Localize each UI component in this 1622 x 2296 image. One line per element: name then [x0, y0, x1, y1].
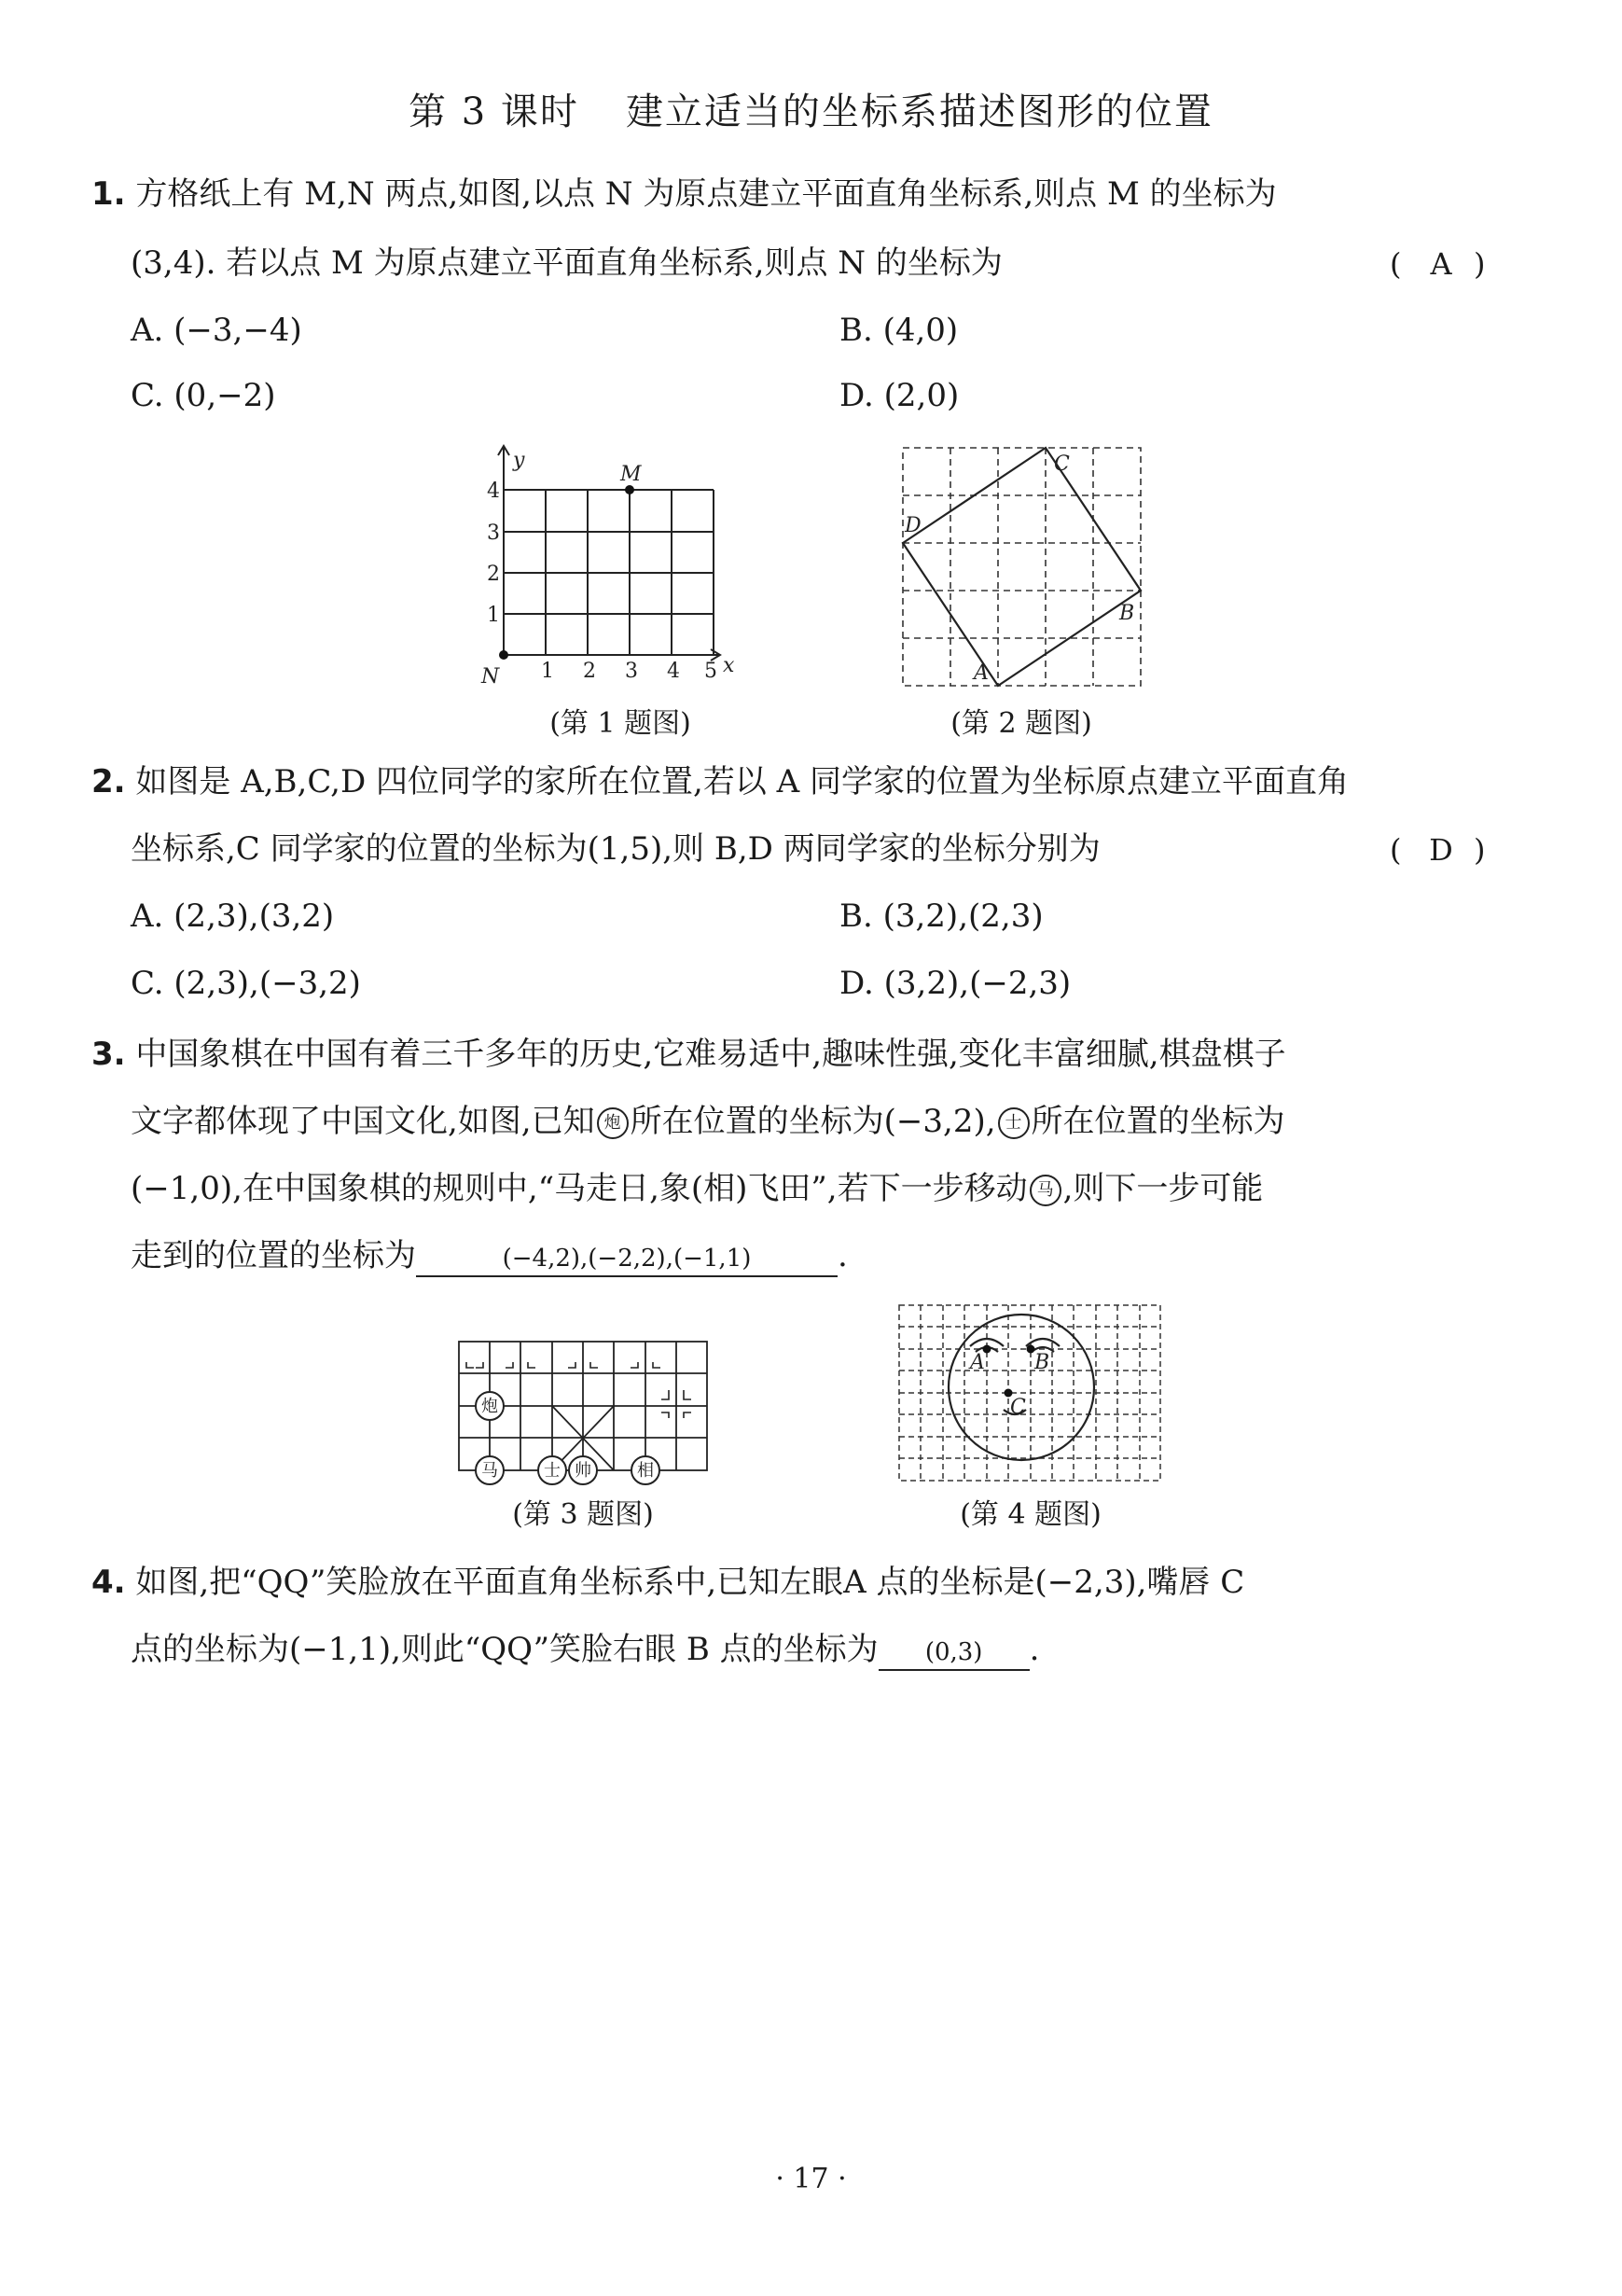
q1-option-b: B. (4,0) — [839, 312, 959, 349]
q1-option-d: D. (2,0) — [839, 377, 960, 414]
m-label: M — [620, 463, 642, 486]
lesson-label: 第 3 课时 — [409, 90, 579, 133]
q1-answer: A — [1430, 246, 1452, 282]
figure-1-caption: (第 1 题图) — [549, 707, 691, 740]
q1-line1 — [91, 175, 1277, 214]
figure-2-caption: (第 2 题图) — [950, 707, 1092, 740]
q1-paren-close: ) — [1474, 246, 1486, 282]
chess-label-ma: 马 — [481, 1461, 498, 1481]
chess-label-shi: 士 — [544, 1461, 561, 1481]
chess-label-shuai: 帅 — [575, 1461, 591, 1481]
q1-text-line1: 方格纸上有 M,N 两点,如图,以点 N 为原点建立平面直角坐标系,则点 M 的坐标为 — [135, 175, 1277, 213]
label-eye-a: A — [970, 1351, 985, 1374]
q2-answer: D — [1429, 832, 1453, 868]
q1-paren-open: ( — [1390, 246, 1402, 282]
x-tick-5: 5 — [704, 660, 717, 683]
q2-line2: 坐标系,C 同学家的位置的坐标为(1,5),则 B,D 两同学家的坐标分别为 — [131, 830, 1101, 868]
figure-1-grid — [466, 438, 765, 700]
q4-line2 — [131, 1631, 1039, 1671]
q3-answer-blank: (−4,2),(−2,2),(−1,1) — [416, 1244, 838, 1277]
label-b: B — [1119, 602, 1135, 625]
q3-text-line3a: (−1,0),在中国象棋的规则中,“马走日,象(相)飞田”,若下一步移动 — [131, 1170, 1028, 1207]
piece-ma-icon: 马 — [1030, 1175, 1061, 1206]
y-axis-label: y — [513, 449, 525, 472]
x-axis-label: x — [723, 654, 735, 677]
q4-text-line2a: 点的坐标为(−1,1),则此“QQ”笑脸右眼 B 点的坐标为 — [131, 1631, 879, 1668]
figure-4-caption: (第 4 题图) — [960, 1498, 1102, 1531]
q2-line1 — [91, 763, 1349, 801]
q4-text-line1: 如图,把“QQ”笑脸放在平面直角坐标系中,已知左眼A 点的坐标是(−2,3),嘴唇 C — [135, 1564, 1245, 1601]
q1-number: 1. — [91, 175, 126, 213]
q1-line2: (3,4). 若以点 M 为原点建立平面直角坐标系,则点 N 的坐标为 — [131, 244, 1003, 282]
q3-text-line4a: 走到的位置的坐标为 — [131, 1237, 416, 1274]
y-tick-2: 2 — [487, 563, 500, 586]
chess-label-xiang: 相 — [637, 1461, 654, 1481]
page-number: · 17 · — [775, 2163, 847, 2195]
face-circle — [949, 1315, 1094, 1460]
lesson-topic: 建立适当的坐标系描述图形的位置 — [625, 90, 1213, 133]
piece-shi-icon: 士 — [998, 1107, 1030, 1139]
q3-line3 — [131, 1170, 1263, 1208]
q2-option-c: C. (2,3),(−3,2) — [131, 965, 361, 1002]
x-tick-2: 2 — [583, 660, 596, 683]
q2-paren-open: ( — [1390, 832, 1402, 868]
q4-answer-blank: (0,3) — [879, 1637, 1030, 1671]
q2-option-d: D. (3,2),(−2,3) — [839, 965, 1072, 1002]
q3-text-line1: 中国象棋在中国有着三千多年的历史,它难易适中,趣味性强,变化丰富细腻,棋盘棋子 — [135, 1036, 1286, 1073]
origin-label: N — [481, 665, 500, 689]
figure-4-qq-face — [886, 1301, 1166, 1488]
figure-3-caption: (第 3 题图) — [512, 1498, 654, 1531]
page-title — [0, 82, 1622, 135]
q3-line1 — [91, 1036, 1286, 1074]
figure-3-chessboard — [448, 1325, 718, 1488]
q2-option-b: B. (3,2),(2,3) — [839, 898, 1044, 935]
point-n — [499, 650, 508, 660]
figure-2-grid — [886, 438, 1147, 690]
y-tick-4: 4 — [487, 480, 500, 503]
label-c: C — [1054, 452, 1070, 476]
q2-number: 2. — [91, 763, 126, 800]
piece-pao-icon: 炮 — [597, 1107, 629, 1139]
q2-paren-close: ) — [1474, 832, 1486, 868]
q2-answer-box — [1390, 832, 1492, 868]
q2-option-a: A. (2,3),(3,2) — [131, 898, 335, 935]
x-tick-4: 4 — [667, 660, 680, 683]
q3-text-line2a: 文字都体现了中国文化,如图,已知 — [131, 1103, 595, 1140]
q1-answer-box — [1390, 246, 1492, 282]
q3-text-line2c: 所在位置的坐标为 — [1031, 1103, 1285, 1140]
q1-option-a: A. (−3,−4) — [131, 312, 302, 349]
q3-text-line4-end: . — [838, 1237, 848, 1274]
q4-line1 — [91, 1564, 1244, 1602]
q3-text-line3b: ,则下一步可能 — [1062, 1170, 1264, 1207]
label-a: A — [974, 661, 989, 685]
q3-text-line2b: 所在位置的坐标为(−3,2), — [630, 1103, 996, 1140]
q4-text-line2-end: . — [1029, 1631, 1040, 1668]
y-tick-1: 1 — [487, 604, 500, 627]
chess-label-pao: 炮 — [481, 1397, 498, 1416]
q3-line4 — [131, 1237, 848, 1277]
q3-line2 — [131, 1103, 1285, 1141]
y-tick-3: 3 — [487, 522, 500, 545]
label-eye-b: B — [1034, 1351, 1050, 1374]
q2-text-line1: 如图是 A,B,C,D 四位同学的家所在位置,若以 A 同学家的位置为坐标原点建立平面直角 — [135, 763, 1350, 800]
q1-option-c: C. (0,−2) — [131, 377, 276, 414]
x-tick-1: 1 — [541, 660, 554, 683]
q4-number: 4. — [91, 1564, 126, 1601]
quadrilateral-abcd — [903, 448, 1141, 686]
label-d: D — [905, 514, 922, 537]
point-m — [625, 485, 634, 494]
q3-number: 3. — [91, 1036, 126, 1073]
x-tick-3: 3 — [625, 660, 638, 683]
label-mouth-c: C — [1010, 1396, 1026, 1419]
